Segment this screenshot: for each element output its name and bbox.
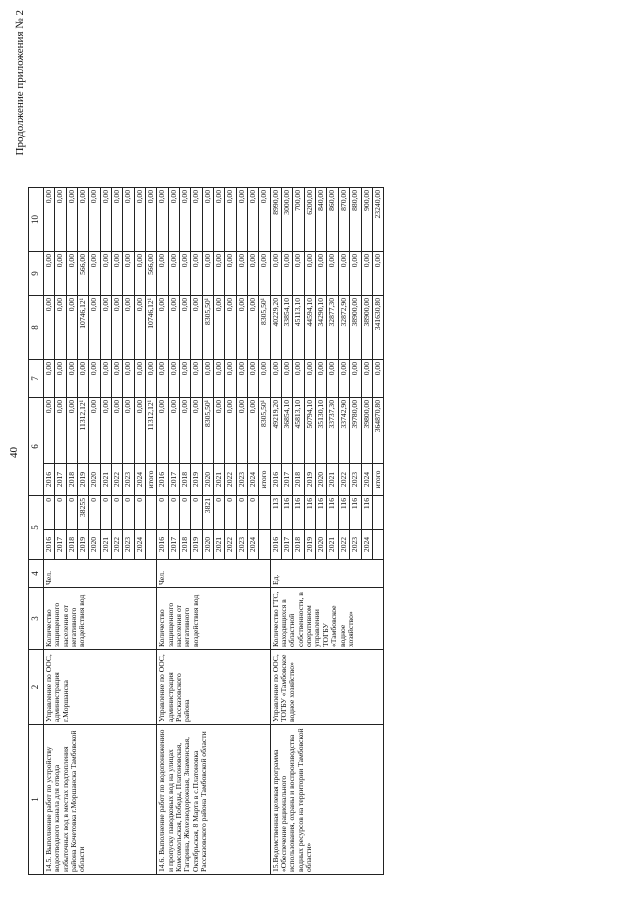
federal-budget: 0,00 bbox=[100, 360, 111, 398]
finance-year: 2024 bbox=[361, 464, 372, 496]
total-amount: 8305,50¹ bbox=[259, 398, 270, 464]
block-executor: Управление по ООС, администрация г.Моршанска bbox=[43, 650, 156, 725]
col-header: 7 bbox=[29, 360, 44, 398]
block-executor: Управление по ООС, администрация Рассказовского района bbox=[157, 650, 270, 725]
indicator-value: 0 bbox=[123, 496, 134, 530]
total-amount: 33742,90 bbox=[338, 398, 349, 464]
total-amount: 50794,10 bbox=[304, 398, 315, 464]
other-sources: 0,00 bbox=[111, 188, 122, 252]
indicator-value: 116 bbox=[304, 496, 315, 530]
total-amount: 36854,10 bbox=[282, 398, 293, 464]
indicator-value: 0 bbox=[134, 496, 145, 530]
finance-year: 2022 bbox=[111, 464, 122, 496]
block-description: 14.6. Выполнение работ по водопонижению и пропуску паводковых вод на улицах Комсомольская, Победы, Платоновская, Гагарина, Железнодорожная, Знаменская, Октябрьская, 8 Марта в с.Платоновка Рассказовского района Тамбовской области bbox=[157, 725, 270, 875]
local-budget: 0,00 bbox=[89, 252, 100, 296]
col-header: 3 bbox=[29, 588, 44, 650]
indicator-year: 2019 bbox=[304, 530, 315, 560]
local-budget: 0,00 bbox=[350, 252, 361, 296]
indicator-value: 0 bbox=[236, 496, 247, 530]
regional-budget: 0,00 bbox=[111, 296, 122, 360]
indicator-year: 2021 bbox=[214, 530, 225, 560]
total-amount: 0,00 bbox=[157, 398, 168, 464]
finance-year: итого bbox=[259, 464, 270, 496]
finance-year: 2018 bbox=[180, 464, 191, 496]
block-description: 14.5. Выполнение работ по устройству водоотводного канала для отвода избыточных вод в местах подтопления района Кочетовка г.Моршанска Тамбовской области bbox=[43, 725, 156, 875]
page-number: 40 bbox=[8, 447, 20, 458]
local-budget: 0,00 bbox=[338, 252, 349, 296]
local-budget: 0,00 bbox=[66, 252, 77, 296]
indicator-year: 2019 bbox=[77, 530, 88, 560]
other-sources: 0,00 bbox=[77, 188, 88, 252]
finance-year: 2016 bbox=[270, 464, 281, 496]
local-budget: 566,00 bbox=[77, 252, 88, 296]
local-budget: 0,00 bbox=[270, 252, 281, 296]
other-sources: 8990,00 bbox=[270, 188, 281, 252]
col-header: 8 bbox=[29, 296, 44, 360]
other-sources: 6200,00 bbox=[304, 188, 315, 252]
block-unit: Чел. bbox=[157, 560, 270, 588]
block-indicator: Количество защищенного населения от негативного воздействия вод bbox=[43, 588, 156, 650]
indicator-value: 38255 bbox=[77, 496, 88, 530]
indicator-value: 116 bbox=[293, 496, 304, 530]
local-budget: 0,00 bbox=[225, 252, 236, 296]
indicator-year: 2023 bbox=[123, 530, 134, 560]
block-indicator: Количество ГТС, находящихся в областной собственности, в оперативном управлении ТОГБУ «Тамбовское водное хозяйство» bbox=[270, 588, 383, 650]
continuation-note: Продолжение приложения № 2 bbox=[14, 10, 26, 156]
finance-year: 2017 bbox=[55, 464, 66, 496]
total-amount: 0,00 bbox=[168, 398, 179, 464]
regional-budget: 38900,00 bbox=[350, 296, 361, 360]
federal-budget: 0,00 bbox=[43, 360, 54, 398]
indicator-value: 0 bbox=[100, 496, 111, 530]
indicator-value: 116 bbox=[361, 496, 372, 530]
finance-year: 2022 bbox=[338, 464, 349, 496]
indicator-year: 2022 bbox=[338, 530, 349, 560]
other-sources: 0,00 bbox=[236, 188, 247, 252]
regional-budget: 0,00 bbox=[191, 296, 202, 360]
finance-year: 2020 bbox=[89, 464, 100, 496]
regional-budget: 34290,10 bbox=[316, 296, 327, 360]
finance-year: 2016 bbox=[43, 464, 54, 496]
other-sources: 900,00 bbox=[361, 188, 372, 252]
federal-budget: 0,00 bbox=[191, 360, 202, 398]
indicator-year: 2024 bbox=[361, 530, 372, 560]
other-sources: 0,00 bbox=[89, 188, 100, 252]
finance-year: 2016 bbox=[157, 464, 168, 496]
other-sources: 0,00 bbox=[202, 188, 213, 252]
other-sources: 860,00 bbox=[327, 188, 338, 252]
indicator-value: 0 bbox=[191, 496, 202, 530]
col-header: 6 bbox=[29, 398, 44, 496]
col-header: 4 bbox=[29, 560, 44, 588]
regional-budget: 0,00 bbox=[89, 296, 100, 360]
indicator-value: 0 bbox=[225, 496, 236, 530]
total-amount: 0,00 bbox=[100, 398, 111, 464]
regional-budget: 0,00 bbox=[134, 296, 145, 360]
indicator-year: 2020 bbox=[202, 530, 213, 560]
indicator-value: 0 bbox=[168, 496, 179, 530]
finance-year: 2021 bbox=[214, 464, 225, 496]
finance-year: 2018 bbox=[66, 464, 77, 496]
other-sources: 0,00 bbox=[55, 188, 66, 252]
total-amount: 45813,10 bbox=[293, 398, 304, 464]
federal-budget: 0,00 bbox=[338, 360, 349, 398]
local-budget: 0,00 bbox=[372, 252, 383, 296]
regional-budget: 0,00 bbox=[180, 296, 191, 360]
block-description: 15.Ведомственная целевая программа «Обеспечение рационального использования, охраны и воспроизводства водных ресурсов на территории Тамбовской области» bbox=[270, 725, 383, 875]
total-amount: 0,00 bbox=[89, 398, 100, 464]
total-amount: 0,00 bbox=[55, 398, 66, 464]
total-amount: 0,00 bbox=[123, 398, 134, 464]
other-sources: 0,00 bbox=[66, 188, 77, 252]
regional-budget: 0,00 bbox=[55, 296, 66, 360]
federal-budget: 0,00 bbox=[123, 360, 134, 398]
indicator-year: 2021 bbox=[327, 530, 338, 560]
local-budget: 0,00 bbox=[55, 252, 66, 296]
local-budget: 0,00 bbox=[214, 252, 225, 296]
other-sources: 0,00 bbox=[191, 188, 202, 252]
table-row bbox=[157, 188, 168, 875]
indicator-year: 2016 bbox=[157, 530, 168, 560]
total-amount: 8305,50¹ bbox=[202, 398, 213, 464]
local-budget: 0,00 bbox=[248, 252, 259, 296]
regional-budget: 0,00 bbox=[157, 296, 168, 360]
indicator-value: 0 bbox=[248, 496, 259, 530]
block-unit: Чел. bbox=[43, 560, 156, 588]
indicator-year bbox=[259, 530, 270, 560]
indicator-value bbox=[145, 496, 156, 530]
federal-budget: 0,00 bbox=[327, 360, 338, 398]
other-sources: 840,00 bbox=[316, 188, 327, 252]
indicator-year: 2022 bbox=[225, 530, 236, 560]
total-amount: 49219,20 bbox=[270, 398, 281, 464]
local-budget: 0,00 bbox=[134, 252, 145, 296]
finance-year: 2024 bbox=[248, 464, 259, 496]
finance-year: 2019 bbox=[191, 464, 202, 496]
federal-budget: 0,00 bbox=[157, 360, 168, 398]
indicator-year: 2018 bbox=[66, 530, 77, 560]
federal-budget: 0,00 bbox=[202, 360, 213, 398]
finance-year: 2023 bbox=[123, 464, 134, 496]
indicator-year: 2023 bbox=[236, 530, 247, 560]
other-sources: 0,00 bbox=[248, 188, 259, 252]
federal-budget: 0,00 bbox=[361, 360, 372, 398]
regional-budget: 10746,12¹ bbox=[145, 296, 156, 360]
total-amount: 11312,12¹ bbox=[77, 398, 88, 464]
local-budget: 0,00 bbox=[157, 252, 168, 296]
indicator-year: 2017 bbox=[168, 530, 179, 560]
other-sources: 3000,00 bbox=[282, 188, 293, 252]
program-table bbox=[28, 187, 384, 875]
local-budget: 0,00 bbox=[191, 252, 202, 296]
local-budget: 0,00 bbox=[282, 252, 293, 296]
federal-budget: 0,00 bbox=[168, 360, 179, 398]
finance-year: итого bbox=[145, 464, 156, 496]
indicator-value: 116 bbox=[282, 496, 293, 530]
regional-budget: 8305,50¹ bbox=[259, 296, 270, 360]
indicator-year: 2020 bbox=[89, 530, 100, 560]
local-budget: 0,00 bbox=[316, 252, 327, 296]
other-sources: 0,00 bbox=[123, 188, 134, 252]
local-budget: 0,00 bbox=[293, 252, 304, 296]
col-header: 10 bbox=[29, 188, 44, 252]
indicator-year bbox=[145, 530, 156, 560]
indicator-year: 2023 bbox=[350, 530, 361, 560]
federal-budget: 0,00 bbox=[282, 360, 293, 398]
other-sources: 700,00 bbox=[293, 188, 304, 252]
federal-budget: 0,00 bbox=[77, 360, 88, 398]
federal-budget: 0,00 bbox=[214, 360, 225, 398]
regional-budget: 32877,30 bbox=[327, 296, 338, 360]
indicator-year: 2018 bbox=[180, 530, 191, 560]
regional-budget: 8305,50¹ bbox=[202, 296, 213, 360]
federal-budget: 0,00 bbox=[316, 360, 327, 398]
other-sources: 0,00 bbox=[180, 188, 191, 252]
indicator-year: 2017 bbox=[282, 530, 293, 560]
other-sources: 0,00 bbox=[157, 188, 168, 252]
indicator-value: 0 bbox=[180, 496, 191, 530]
federal-budget: 0,00 bbox=[270, 360, 281, 398]
local-budget: 0,00 bbox=[361, 252, 372, 296]
col-header: 5 bbox=[29, 496, 44, 560]
regional-budget: 0,00 bbox=[168, 296, 179, 360]
local-budget: 0,00 bbox=[180, 252, 191, 296]
finance-year: 2017 bbox=[168, 464, 179, 496]
total-amount: 0,00 bbox=[225, 398, 236, 464]
regional-budget: 0,00 bbox=[236, 296, 247, 360]
indicator-year: 2016 bbox=[43, 530, 54, 560]
total-amount: 0,00 bbox=[191, 398, 202, 464]
regional-budget: 0,00 bbox=[214, 296, 225, 360]
other-sources: 880,00 bbox=[350, 188, 361, 252]
finance-year: 2018 bbox=[293, 464, 304, 496]
indicator-year: 2024 bbox=[134, 530, 145, 560]
federal-budget: 0,00 bbox=[225, 360, 236, 398]
other-sources: 0,00 bbox=[259, 188, 270, 252]
indicator-value: 116 bbox=[316, 496, 327, 530]
indicator-year: 2018 bbox=[293, 530, 304, 560]
block-indicator: Количество защищенного населения от негативного воздействия вод bbox=[157, 588, 270, 650]
federal-budget: 0,00 bbox=[66, 360, 77, 398]
total-amount: 35130,10 bbox=[316, 398, 327, 464]
indicator-value: 113 bbox=[270, 496, 281, 530]
total-amount: 0,00 bbox=[43, 398, 54, 464]
regional-budget: 0,00 bbox=[100, 296, 111, 360]
total-amount: 0,00 bbox=[236, 398, 247, 464]
indicator-year: 2021 bbox=[100, 530, 111, 560]
total-amount: 0,00 bbox=[111, 398, 122, 464]
total-amount: 0,00 bbox=[134, 398, 145, 464]
finance-year: 2019 bbox=[77, 464, 88, 496]
other-sources: 0,00 bbox=[100, 188, 111, 252]
federal-budget: 0,00 bbox=[111, 360, 122, 398]
finance-year: 2019 bbox=[304, 464, 315, 496]
total-amount: 39800,00 bbox=[361, 398, 372, 464]
finance-year: 2017 bbox=[282, 464, 293, 496]
local-budget: 0,00 bbox=[236, 252, 247, 296]
finance-year: 2020 bbox=[316, 464, 327, 496]
total-amount: 11312,12¹ bbox=[145, 398, 156, 464]
regional-budget: 38900,00 bbox=[361, 296, 372, 360]
regional-budget: 40229,20 bbox=[270, 296, 281, 360]
other-sources: 23240,00 bbox=[372, 188, 383, 252]
federal-budget: 0,00 bbox=[304, 360, 315, 398]
col-header: 9 bbox=[29, 252, 44, 296]
col-header: 2 bbox=[29, 650, 44, 725]
regional-budget: 0,00 bbox=[123, 296, 134, 360]
finance-year: 2022 bbox=[225, 464, 236, 496]
federal-budget: 0,00 bbox=[180, 360, 191, 398]
federal-budget: 0,00 bbox=[89, 360, 100, 398]
federal-budget: 0,00 bbox=[134, 360, 145, 398]
finance-year: 2023 bbox=[236, 464, 247, 496]
local-budget: 0,00 bbox=[43, 252, 54, 296]
regional-budget: 0,00 bbox=[43, 296, 54, 360]
other-sources: 0,00 bbox=[214, 188, 225, 252]
table-row bbox=[270, 188, 281, 875]
federal-budget: 0,00 bbox=[372, 360, 383, 398]
total-amount: 364870,80 bbox=[372, 398, 383, 464]
indicator-value: 0 bbox=[66, 496, 77, 530]
other-sources: 0,00 bbox=[225, 188, 236, 252]
indicator-year: 2024 bbox=[248, 530, 259, 560]
federal-budget: 0,00 bbox=[259, 360, 270, 398]
other-sources: 0,00 bbox=[43, 188, 54, 252]
block-unit: Ед. bbox=[270, 560, 383, 588]
total-amount: 39780,00 bbox=[350, 398, 361, 464]
indicator-year bbox=[372, 530, 383, 560]
indicator-value: 0 bbox=[43, 496, 54, 530]
federal-budget: 0,00 bbox=[55, 360, 66, 398]
other-sources: 0,00 bbox=[168, 188, 179, 252]
indicator-value: 116 bbox=[327, 496, 338, 530]
block-executor: Управление по ООС, ТОГБУ «Тамбовское водное хозяйство» bbox=[270, 650, 383, 725]
total-amount: 33737,30 bbox=[327, 398, 338, 464]
indicator-value bbox=[259, 496, 270, 530]
federal-budget: 0,00 bbox=[248, 360, 259, 398]
regional-budget: 341630,80 bbox=[372, 296, 383, 360]
indicator-value: 116 bbox=[350, 496, 361, 530]
regional-budget: 0,00 bbox=[248, 296, 259, 360]
header-row bbox=[29, 188, 44, 875]
indicator-value: 0 bbox=[157, 496, 168, 530]
local-budget: 0,00 bbox=[111, 252, 122, 296]
other-sources: 870,00 bbox=[338, 188, 349, 252]
regional-budget: 0,00 bbox=[66, 296, 77, 360]
local-budget: 0,00 bbox=[123, 252, 134, 296]
local-budget: 566,00 bbox=[145, 252, 156, 296]
finance-year: 2021 bbox=[327, 464, 338, 496]
finance-year: 2021 bbox=[100, 464, 111, 496]
finance-year: 2024 bbox=[134, 464, 145, 496]
federal-budget: 0,00 bbox=[236, 360, 247, 398]
indicator-value: 0 bbox=[214, 496, 225, 530]
indicator-value: 0 bbox=[111, 496, 122, 530]
regional-budget: 0,00 bbox=[225, 296, 236, 360]
federal-budget: 0,00 bbox=[145, 360, 156, 398]
finance-year: итого bbox=[372, 464, 383, 496]
federal-budget: 0,00 bbox=[350, 360, 361, 398]
total-amount: 0,00 bbox=[66, 398, 77, 464]
finance-year: 2020 bbox=[202, 464, 213, 496]
indicator-year: 2020 bbox=[316, 530, 327, 560]
table-row bbox=[43, 188, 54, 875]
indicator-value: 0 bbox=[89, 496, 100, 530]
regional-budget: 32872,90 bbox=[338, 296, 349, 360]
indicator-year: 2017 bbox=[55, 530, 66, 560]
indicator-value: 3821 bbox=[202, 496, 213, 530]
indicator-year: 2022 bbox=[111, 530, 122, 560]
finance-year: 2023 bbox=[350, 464, 361, 496]
local-budget: 0,00 bbox=[168, 252, 179, 296]
total-amount: 0,00 bbox=[214, 398, 225, 464]
indicator-value: 116 bbox=[338, 496, 349, 530]
indicator-year: 2016 bbox=[270, 530, 281, 560]
regional-budget: 33854,10 bbox=[282, 296, 293, 360]
local-budget: 0,00 bbox=[202, 252, 213, 296]
regional-budget: 45113,10 bbox=[293, 296, 304, 360]
total-amount: 0,00 bbox=[180, 398, 191, 464]
local-budget: 0,00 bbox=[259, 252, 270, 296]
local-budget: 0,00 bbox=[327, 252, 338, 296]
other-sources: 0,00 bbox=[134, 188, 145, 252]
other-sources: 0,00 bbox=[145, 188, 156, 252]
indicator-value: 0 bbox=[55, 496, 66, 530]
total-amount: 0,00 bbox=[248, 398, 259, 464]
regional-budget: 10746,12¹ bbox=[77, 296, 88, 360]
col-header: 1 bbox=[29, 725, 44, 875]
indicator-value bbox=[372, 496, 383, 530]
federal-budget: 0,00 bbox=[293, 360, 304, 398]
local-budget: 0,00 bbox=[304, 252, 315, 296]
indicator-year: 2019 bbox=[191, 530, 202, 560]
regional-budget: 44594,10 bbox=[304, 296, 315, 360]
local-budget: 0,00 bbox=[100, 252, 111, 296]
